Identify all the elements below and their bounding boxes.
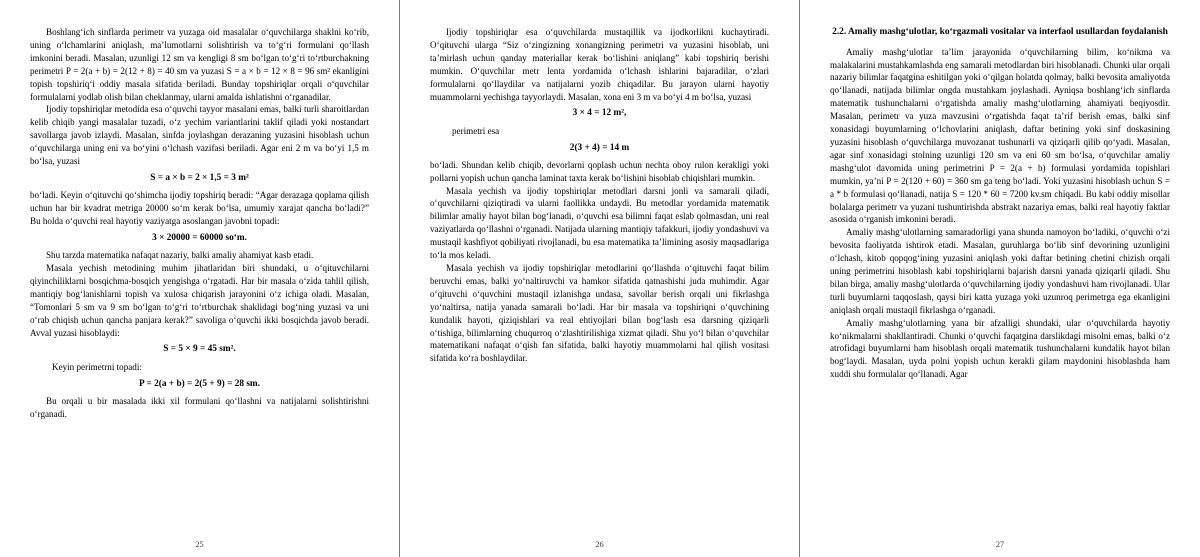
- page-26-body: [400, 0, 799, 525]
- formula-line: 2(3 + 4) = 14 m: [569, 142, 630, 153]
- paragraph: Shu tarzda matematika nafaqat nazariy, balki amaliy ahamiyat kasb etadi.: [46, 250, 314, 261]
- paragraph: Masala yechish metodining muhim jihatlaridan biri shundaki, u o‘qituvchilarni qiyinchiliklarni bosqichma-bosqich yengishga o‘rgatadi. Har bir masala o‘zida tahlil qilish, mantiqiy bog‘lanishlarni topish va xulosa chiqarish jarayonini o‘z ichiga oladi. Masalan, “Tomonlari 5 sm va 9 sm bo‘lgan to‘g‘ri to‘rtburchak shaklidagi bog‘ning yuzasi va uni o‘rab chiqish uchun qancha panjara kerak?” savoliga o‘quvchi ikki bosqichda javob beradi. Avval yuzasi hisoblaydi:: [30, 262, 369, 338]
- formula-line: 3 × 4 = 12 m²,: [572, 108, 627, 119]
- document-page-27: [800, 0, 1200, 557]
- paragraph: perimetri esa: [452, 125, 500, 136]
- section-heading: 2.2. Amaliy mashg‘ulotlar, ko‘rgazmali vositalar va interfaol usullardan foydalanish: [832, 27, 1168, 37]
- page-25-body: [0, 0, 399, 525]
- paragraph: Boshlang‘ich sinflarda perimetr va yuzaga oid masalalar o‘quvchilarga shaklni ko‘rib, uning o‘lchamlarini aniqlash, ma’lumotlarni solishtirish va to‘g‘ri formulani qo‘llash imkonini beradi. Masalan, uzunligi 12 sm va kengligi 8 sm bo‘lgan to‘g‘ri to‘rtburchakning perimetri P = 2(a + b) = 2(12 + 8) = 40 sm va yuzasi S = a × b = 12 × 8 = 96 sm² ekanligini topish topshiriq‘i oddiy masala sifatida beriladi. Bunday topshiriqlar orqali o‘quvchilar formulalarni yodlab olish bilan cheklanmay, ularni amalda ishlatishni o‘rganadilar.: [30, 27, 369, 102]
- page-number: 25: [195, 540, 204, 549]
- formula-line: S = a × b = 2 × 1,5 = 3 m²: [150, 172, 249, 183]
- paragraph: Amaliy mashg‘ulotlarning yana bir afzalligi shundaki, ular o‘quvchilarda hayotiy ko‘nikmalarni shakllantiradi. Chunki o‘quvchi faqatgina darslikdagi misolni emas, balki o‘z atrofidagi buyumlarni ham hisoblash orqali matematik tushunchalarni kundalik hayot bilan bog‘laydi. Masalan, uyda polni yopish uchun kerakli gilam maydonini hisoblashda ham xuddi shu formulalar qo‘llanadi. Agar: [830, 317, 1170, 380]
- paragraph: Ijodiy topshiriqlar esa o‘quvchilarda mustaqillik va ijodkorlikni kuchaytiradi. O‘qituvchi ularga “Siz o‘zingizning xonangizning perimetri va yuzasini hisoblab, uni ta’mirlash uchun qanday materiallar kerak bo‘lishini aniqlang” kabi topshiriq berishi mumkin. O‘quvchilar metr lenta yordamida o‘lchash ishlarini bajaradilar, o‘zlari formulalarni qo‘llaydilar va natijalarni yozib chiqadilar. Bu jarayon ularni hayotiy muammolarni yechishga tayyorlaydi. Masalan, xona eni 3 m va bo‘yi 4 m bo‘lsa, yuzasi: [430, 27, 769, 102]
- paragraph: Keyin perimetrni topadi:: [52, 361, 142, 372]
- paragraph: Amaliy mashg‘ulotlarning samaradorligi yana shunda namoyon bo‘ladiki, o‘quvchi o‘zi bevosita faoliyatda ishtirok etadi. Masalan, guruhlarga bo‘lib sinf devorining uzunligini o‘lchash, kitob qopqog‘ining yuzasini aniqlash yoki daftar betining chetini chizish orqali uning perimetrini hisoblash kabi topshiriqlarni bajarish darsni yanada qiziqarli qiladi. Shu bilan birga, amaliy mashg‘ulotlarda o‘quvchilarning ijodiy yondashuvi ham rivojlanadi. Ular turli buyumlarni taqqoslash, qaysi biri katta yuzaga yoki uzunroq perimetrga ega ekanligini aniqlash orqali mustaqil fikrlashga o‘rganadi.: [830, 227, 1170, 315]
- page-number: 27: [995, 540, 1005, 549]
- paragraph: Bu orqali u bir masalada ikki xil formulani qo‘llashni va natijalarni solishtirishni o‘rganadi.: [30, 395, 369, 419]
- paragraph: bo‘ladi. Shundan kelib chiqib, devorlarni qoplash uchun nechta oboy rulon kerakligi yoki pollarni yopish uchun qancha laminat taxta kerak bo‘lishini hisoblab chiqishlari mumkin.: [430, 159, 769, 183]
- formula-line: P = 2(a + b) = 2(5 + 9) = 28 sm.: [139, 378, 260, 389]
- document-page-26: [400, 0, 800, 557]
- paragraph: Masala yechish va ijodiy topshiriqlar metodlari darsni jonli va samarali qiladi, o‘quvchilarni qiziqtiradi va ularni faollikka undaydi. Bu metodlar yordamida matematik bilimlar amaliy hayot bilan bog‘lanadi, o‘quvchi esa bilimni faqat eslab qolmasdan, uni real vaziyatlarda qo‘llashni o‘rganadi. Natijada ularning mantiqiy tafakkuri, ijodiy yondashuvi va mustaqil kashfiyot qobiliyati rivojlanadi, bu esa matematika ta’limining asosiy maqsadlariga to‘la mos keladi.: [430, 185, 769, 261]
- paragraph: bo‘ladi. Keyin o‘qituvchi qo‘shimcha ijodiy topshiriq beradi: “Agar derazaga qoplama qilish uchun har bir kvadrat metriga 20000 so‘m kerak bo‘lsa, umumiy xarajat qancha bo‘ladi?” Bu holda o‘quvchi real hayotiy vaziyatga asoslangan javobni topadi:: [30, 190, 369, 226]
- paragraph: Amaliy mashg‘ulotlar ta’lim jarayonida o‘quvchilarning bilim, ko‘nikma va malakalarini mustahkamlashda eng samarali metodlardan biri hisoblanadi. Chunki ular orqali nazariy bilimlar faqatgina eshitilgan yoki o‘qilgan holatda qolmay, balki bevosita amaliyotda qo‘llanadi, natijada bilimlar ongda mustahkam joylashadi. Ayniqsa boshlang‘ich sinflarda matematik tushunchalarni o‘rgatishda amaliy mashg‘ulotlarning ahamiyati beqiyosdir. Masalan, perimetr va yuza mavzusini o‘rgatishda faqat ta’rif berish emas, balki sinf xonasidagi buyumlarning o‘lchovlarini aniqlash, daftar betining yoki sinf doskasining yuzasini hisoblash o‘quvchilarga muvozanat tushunarli va qiziqarli qilib qo‘yadi. Masalan, agar sinf xonasidagi stolning uzunligi 120 sm va eni 60 sm bo‘lsa, o‘quvchilar amaliy mashg‘ulot davomida uning perimetrini P = 2(a + b) formulasi yordamida topishlari mumkin, ya’ni P = 2(120 + 60) = 360 sm ga teng bo‘ladi. Yoki yuzasini hisoblash uchun S = a * b formulasi qo‘llanadi, natija S = 120 * 60 = 7200 kv.sm chiqadi. Bu kabi oddiy misollar bolalarga perimetr va yuzani tushuntirishda abstrakt nazariya emas, balki real hayotiy faktlar asosida o‘rganish imkonini beradi.: [830, 46, 1170, 225]
- paragraph: Masala yechish va ijodiy topshiriqlar metodlarini qo‘llashda o‘qituvchi faqat bilim beruvchi emas, balki yo‘naltiruvchi va hamkor sifatida qatnashishi juda muhimdir. Agar o‘qituvchi o‘quvchini mustaqil izlanishga undasa, savollar berish orqali uni fikrlashga yo‘naltirsa, natija yanada samarali bo‘ladi. Har bir masala va topshiriqni o‘quvchining kundalik hayoti, qiziqishlari va real ehtiyojlari bilan bog‘lash esa darsning qiziqarli o‘tishiga, bilimlarning chuqurroq o‘zlashtirilishiga xizmat qiladi. Shu yo‘l bilan o‘quvchilar matematikani nafaqat o‘qish fan sifatida, balki hayotiy muammolarni hal qilish vositasi sifatida ko‘ra boshlaydilar.: [430, 262, 769, 364]
- formula-line: S = 5 × 9 = 45 sm².: [163, 344, 236, 355]
- document-page-25: [0, 0, 400, 557]
- page-27-body: [800, 0, 1200, 525]
- page-number: 26: [595, 540, 604, 549]
- paragraph: Ijodiy topshiriqlar metodida esa o‘quvchi tayyor masalani emas, balki turli sharoitlardan kelib chiqib yangi masalalar tuzadi, o‘z yechim variantlarini taklif qiladi yoki nostandart savollarga javob izlaydi. Masalan, sinfda joylashgan derazaning yuzasini hisoblash uchun o‘quvchilarga uning eni va bo‘yini o‘lchash vazifasi beriladi. Agar eni 2 m va bo‘yi 1,5 m bo‘lsa, yuzasi: [30, 104, 369, 167]
- formula-line: 3 × 20000 = 60000 so‘m.: [152, 232, 247, 243]
